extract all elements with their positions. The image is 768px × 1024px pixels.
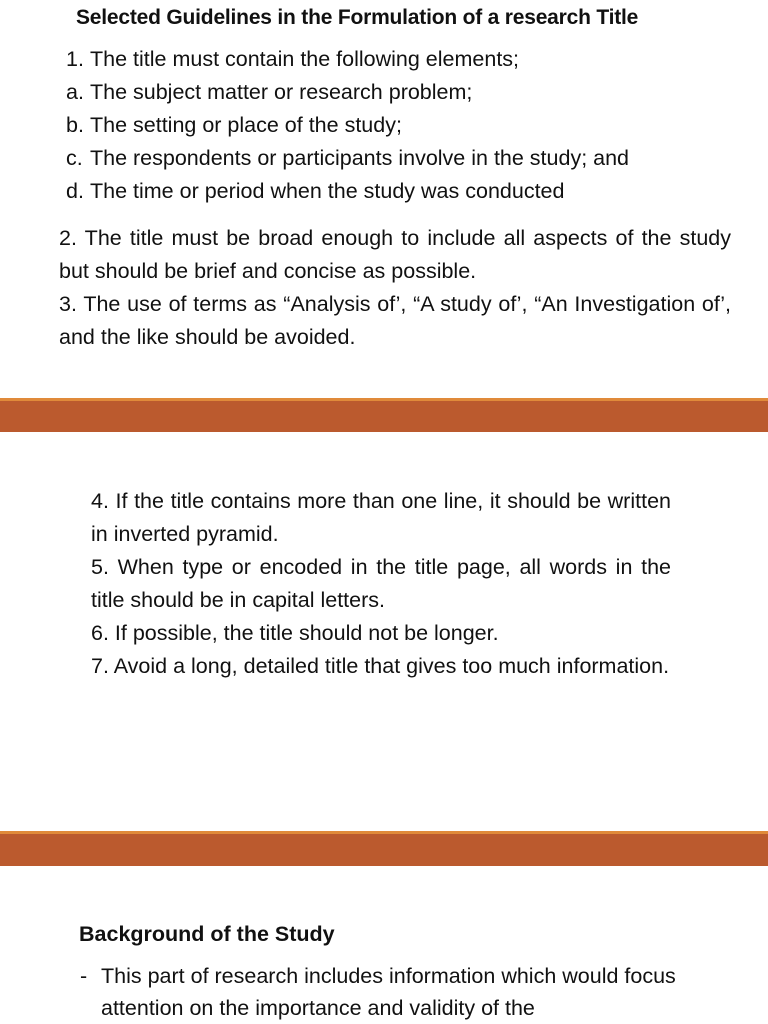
list-marker: b. <box>66 113 84 137</box>
list-marker: 1. <box>66 47 84 71</box>
guidelines-continued <box>91 485 671 683</box>
list-item <box>66 176 629 209</box>
list-item-text: The setting or place of the study; <box>90 113 402 137</box>
list-item-text: The subject matter or research problem; <box>90 80 473 104</box>
list-item-text: The respondents or participants involve in the study; and <box>90 146 630 170</box>
guidelines-paragraph <box>59 222 731 354</box>
slide-1 <box>0 0 768 400</box>
background-title: Background of the Study <box>79 922 335 946</box>
slide-divider <box>0 398 768 432</box>
bullet-dash: - <box>80 964 88 988</box>
guideline-3: 3. The use of terms as “Analysis of’, “A study of’, “An Investigation of’, and the like should be avoided. <box>59 292 731 349</box>
elements-list <box>66 44 629 209</box>
list-item-text: The time or period when the study was conducted <box>90 179 565 203</box>
list-marker: c. <box>66 146 83 170</box>
list-marker: d. <box>66 179 84 203</box>
guideline-7: 7. Avoid a long, detailed title that gives too much information. <box>91 654 670 678</box>
guideline-5: 5. When type or encoded in the title page, all words in the title should be in capital letters. <box>91 555 671 612</box>
bullet-text: This part of research includes information which would focus attention on the importance and validity of the <box>101 964 676 1020</box>
list-item-text: The title must contain the following elements; <box>90 47 520 71</box>
guideline-2: 2. The title must be broad enough to include all aspects of the study but should be brief and concise as possible. <box>59 226 731 283</box>
slide-1-title: Selected Guidelines in the Formulation of a research Title <box>76 6 639 29</box>
list-item <box>66 143 629 176</box>
background-bullet <box>80 960 700 1024</box>
slide-divider <box>0 831 768 866</box>
list-item <box>66 110 629 143</box>
list-item <box>66 77 629 110</box>
list-marker: a. <box>66 80 84 104</box>
list-item <box>66 44 629 77</box>
guideline-4: 4. If the title contains more than one line, it should be written in inverted pyramid. <box>91 489 671 546</box>
guideline-6: 6. If possible, the title should not be longer. <box>91 621 499 645</box>
